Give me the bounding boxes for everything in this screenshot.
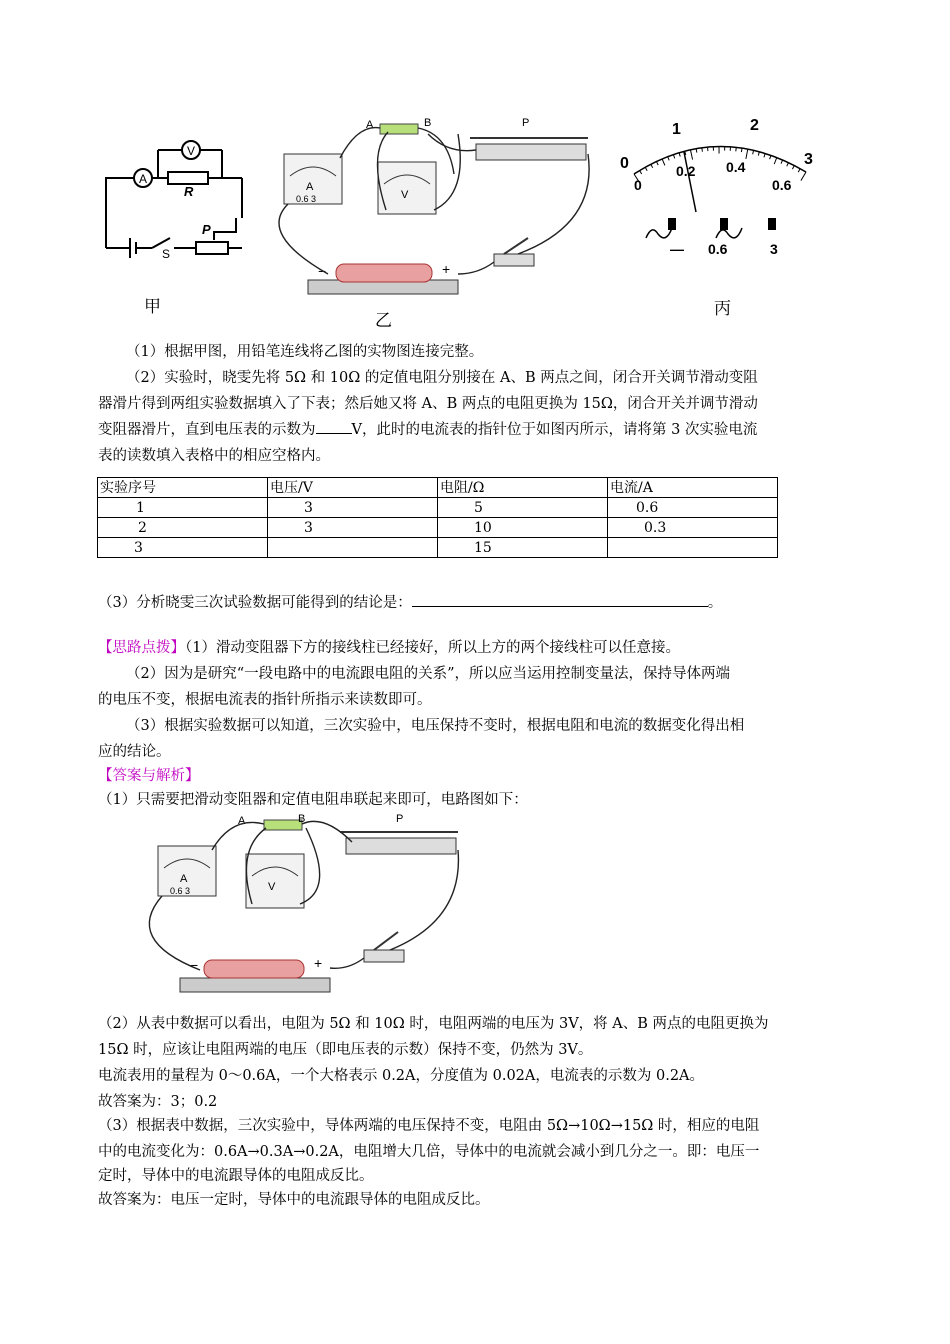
- battery-minus: −: [318, 263, 327, 279]
- figure-label-jia: 甲: [144, 297, 161, 317]
- question-2-line4: 表的读数填入表格中的相应空格内。: [98, 448, 330, 464]
- hint-line2: （2）因为是研究“一段电路中的电流跟电阻的关系”，所以应当运用控制变量法，保持导体两端: [126, 666, 731, 682]
- top-scale-3: 3: [804, 151, 813, 168]
- table-cell-voltage-blank[interactable]: [268, 538, 438, 558]
- table-cell: 2: [98, 518, 268, 538]
- dial-tick: [668, 157, 669, 161]
- point-p-label: P: [522, 117, 530, 129]
- answer-3-line1: （3）根据表中数据，三次实验中，导体两端的电压保持不变，电阻由 5Ω→10Ω→15Ω 时，相应的电阻: [98, 1118, 760, 1134]
- table-header: 实验序号: [98, 478, 268, 498]
- table-header: 电压/V: [268, 478, 438, 498]
- slider-label: P: [202, 222, 211, 237]
- hint-line4: （3）根据实验数据可以知道，三次实验中，电压保持不变时，根据电阻和电流的数据变化得出相: [126, 718, 745, 734]
- switch-label: S: [162, 247, 171, 260]
- answer-2-line3: 电流表用的量程为 0～0.6A，一个大格表示 0.2A，分度值为 0.02A，电流表的示数为 0.2A。: [98, 1068, 705, 1084]
- bottom-scale-0: 0: [634, 177, 642, 193]
- dial-tick: [792, 166, 794, 170]
- photo-ammeter-terminals: 0.6 3: [296, 194, 317, 204]
- photo-voltmeter-label: V: [401, 189, 409, 201]
- hint-tag: 【思路点拨】: [98, 640, 185, 656]
- table-cell: 0.3: [608, 518, 778, 538]
- dial-tick: [746, 149, 748, 159]
- top-scale-1: 1: [672, 121, 681, 138]
- dial-tick: [640, 171, 642, 174]
- point-b-label: B: [424, 117, 432, 129]
- dial-tick: [774, 158, 777, 165]
- point-a-label: A: [366, 119, 374, 131]
- voltmeter-label: V: [186, 144, 196, 158]
- top-scale-2: 2: [750, 117, 759, 134]
- table-cell: 3: [98, 538, 268, 558]
- answer-3-line2: 中的电流变化为：0.6A→0.3A→0.2A，电阻增大几倍，导体中的电流就会减小到几分之一。即：电压一: [98, 1144, 760, 1160]
- conclusion-blank[interactable]: [412, 590, 708, 607]
- hint-line5: 应的结论。: [98, 744, 171, 760]
- table-cell: 3: [268, 498, 438, 518]
- photo-ammeter-terminals: 0.6 3: [170, 886, 191, 896]
- question-1: （1）根据甲图，用铅笔连线将乙图的实物图连接完整。: [126, 344, 484, 360]
- dial-tick: [798, 169, 800, 173]
- table-cell: 0.6: [608, 498, 778, 518]
- dial-tick: [781, 160, 783, 164]
- point-a-label: A: [238, 815, 246, 827]
- schematic-figure-jia: [96, 130, 248, 260]
- hint-line3: 的电压不变，根据电流表的指针所指示来读数即可。: [98, 692, 432, 708]
- answer-2-line1: （2）从表中数据可以看出，电阻为 5Ω 和 10Ω 时，电阻两端的电压为 3V，将 A、B 两点的电阻更换为: [98, 1016, 769, 1032]
- dial-tick: [770, 155, 771, 159]
- battery-plus: +: [442, 261, 451, 277]
- resistor-label: R: [184, 184, 194, 199]
- point-p-label: P: [396, 813, 404, 825]
- answer-2-line4: 故答案为：3；0.2: [98, 1094, 218, 1110]
- terminal-0.6: 0.6: [708, 241, 728, 257]
- meter-needle: [684, 152, 696, 212]
- answer-1: （1）只需要把滑动变阻器和定值电阻串联起来即可，电路图如下：: [98, 792, 528, 808]
- bottom-scale-0.4: 0.4: [726, 159, 746, 175]
- apparatus-figure-connected: [128, 810, 468, 1002]
- apparatus-figure-yi: [258, 114, 598, 304]
- dial-tick: [645, 167, 647, 170]
- meter-figure-bing: [612, 112, 824, 272]
- question-2-line3: 变阻器滑片，直到电压表的示数为 V，此时的电流表的指针位于如图丙所示，请将第 3 次实验电流: [98, 422, 758, 438]
- data-table: [97, 477, 778, 558]
- dial-tick: [801, 172, 806, 181]
- photo-voltmeter-label: V: [268, 881, 276, 893]
- table-cell-current-blank[interactable]: [608, 538, 778, 558]
- terminal-3: 3: [770, 241, 778, 257]
- table-cell: 1: [98, 498, 268, 518]
- dial-tick: [741, 148, 742, 152]
- question-3: （3）分析晓雯三次试验数据可能得到的结论是： 。: [98, 590, 868, 615]
- table-cell: 3: [268, 518, 438, 538]
- table-row: [98, 538, 778, 558]
- dial-tick: [696, 149, 697, 153]
- answer-tag: 【答案与解析】: [98, 768, 200, 784]
- dial-tick: [690, 150, 692, 160]
- top-scale-0: 0: [620, 155, 629, 172]
- bottom-scale-0.6: 0.6: [772, 177, 792, 193]
- question-2-line2: 器滑片得到两组实验数据填入了下表；然后她又将 A、B 两点的电阻更换为 15Ω，闭合开关并调节滑动: [98, 396, 758, 412]
- table-cell: 10: [438, 518, 608, 538]
- dial-tick: [656, 161, 658, 165]
- dial-tick: [758, 152, 759, 156]
- table-header: 电阻/Ω: [438, 478, 608, 498]
- dial-tick: [651, 164, 653, 168]
- battery-plus: +: [314, 955, 323, 971]
- dial-tick: [673, 155, 674, 159]
- answer-3-line3: 定时，导体中的电流跟导体的电阻成反比。: [98, 1168, 374, 1184]
- photo-ammeter-label: A: [180, 873, 188, 885]
- dial-tick: [679, 153, 680, 157]
- table-cell: 15: [438, 538, 608, 558]
- table-cell: 5: [438, 498, 608, 518]
- terminal-minus: —: [670, 241, 684, 257]
- battery-minus: −: [190, 957, 199, 973]
- bottom-scale-0.2: 0.2: [676, 163, 696, 179]
- table-row: [98, 498, 778, 518]
- table-row: [98, 518, 778, 538]
- table-header: 电流/A: [608, 478, 778, 498]
- table-header-row: [98, 478, 778, 498]
- photo-ammeter-label: A: [306, 181, 314, 193]
- ammeter-label: A: [138, 172, 148, 186]
- dial-tick: [702, 148, 703, 152]
- hint-line1: 【思路点拨】（1）滑动变阻器下方的接线柱已经接好，所以上方的两个接线柱可以任意接。: [98, 640, 680, 656]
- dial-tick: [787, 163, 789, 167]
- dial-tick: [662, 159, 665, 165]
- figure-label-bing: 丙: [714, 299, 731, 319]
- question-2-line1: （2）实验时，晓雯先将 5Ω 和 10Ω 的定值电阻分别接在 A、B 两点之间，闭合开关调节滑动变阻: [126, 370, 758, 386]
- answer-3-line4: 故答案为：电压一定时，导体中的电流跟导体的电阻成反比。: [98, 1192, 490, 1208]
- dial-tick: [764, 154, 765, 158]
- point-b-label: B: [298, 813, 306, 825]
- figure-label-yi: 乙: [375, 311, 392, 331]
- voltage-answer-blank[interactable]: [316, 433, 352, 434]
- answer-2-line2: 15Ω 时，应该让电阻两端的电压（即电压表的示数）保持不变，仍然为 3V。: [98, 1042, 593, 1058]
